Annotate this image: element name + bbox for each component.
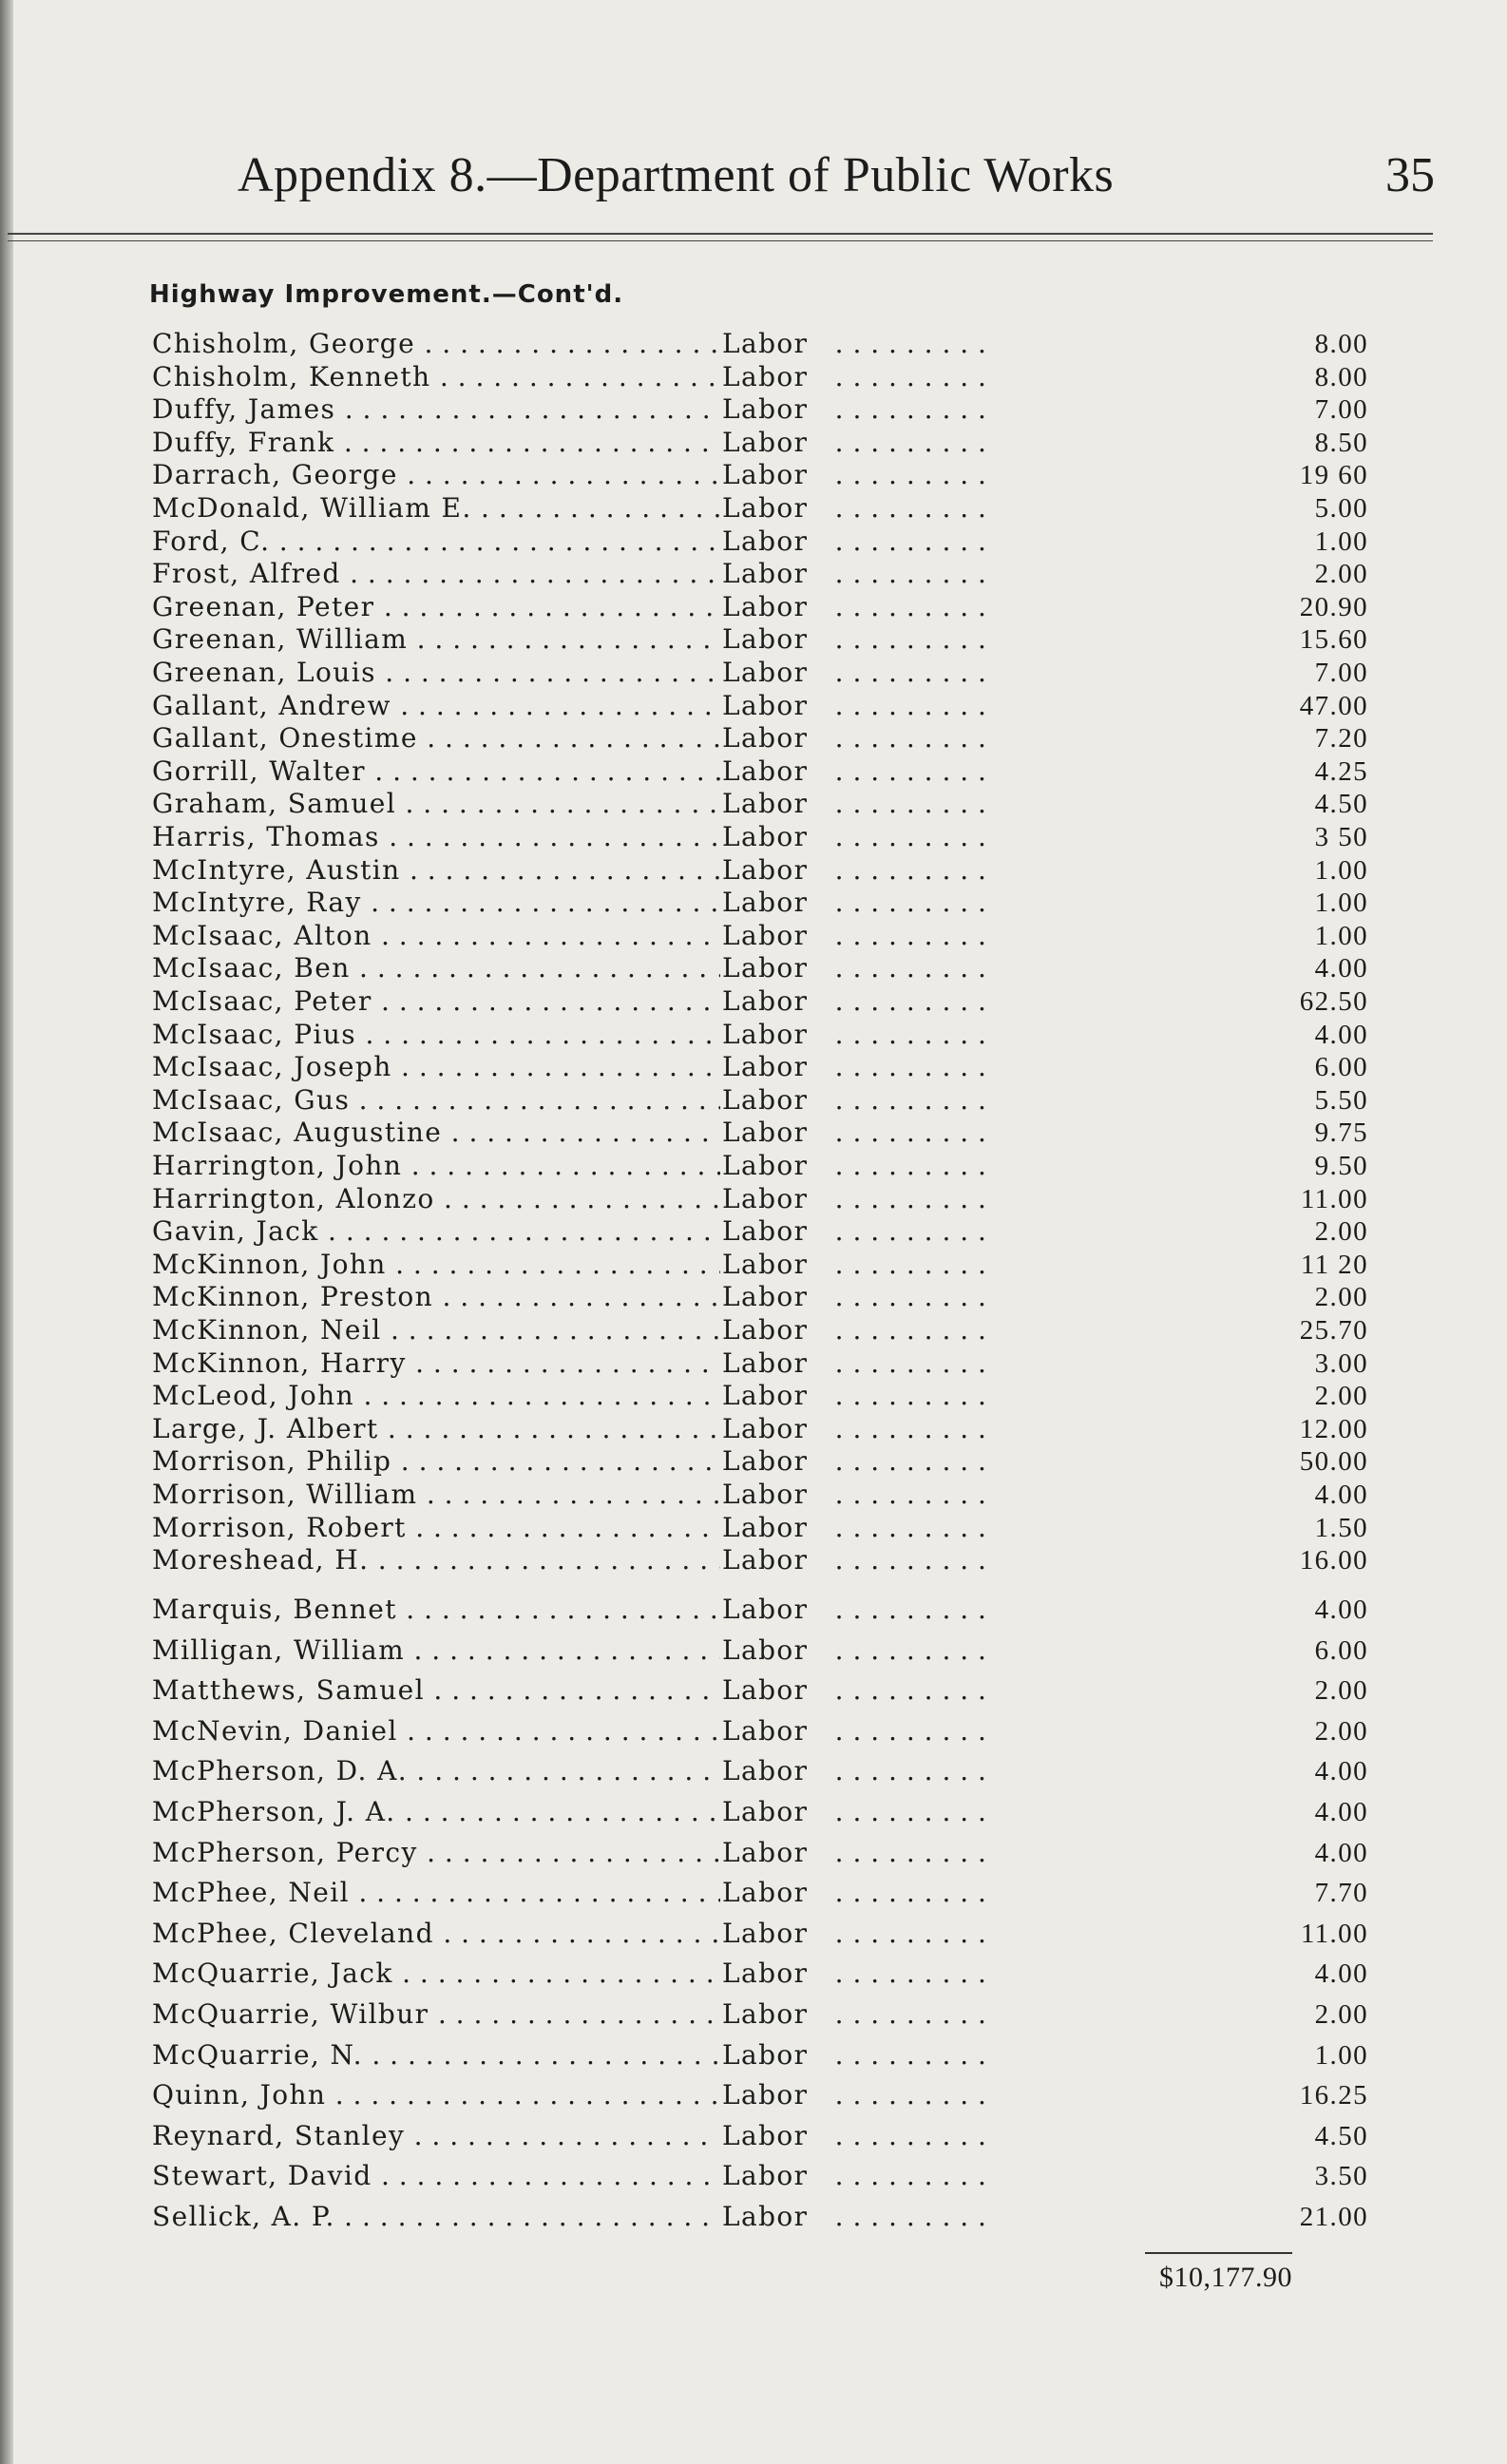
entry-name: McIsaac, Gus . . .	[152, 1084, 720, 1117]
entry-name: McIsaac, Ben . . .	[152, 952, 720, 984]
entry-name: Harris, Thomas . . .	[152, 821, 720, 853]
list-item	[152, 1674, 1368, 1707]
entry-amount: 6.00	[1314, 1634, 1368, 1666]
entry-type: Labor . . .	[722, 985, 988, 1018]
entry-type: Labor . . .	[722, 1084, 988, 1117]
entry-name: Morrison, Robert . . .	[152, 1512, 720, 1544]
list-item	[152, 1755, 1368, 1787]
entry-amount: 1.00	[1314, 525, 1368, 557]
entry-amount: 6.00	[1314, 1052, 1368, 1083]
entry-type: Labor . . .	[722, 1918, 988, 1950]
entry-type: Labor . . .	[722, 690, 988, 722]
entry-name: McIsaac, Peter . . .	[152, 985, 720, 1018]
entry-amount: 9.75	[1314, 1117, 1368, 1149]
list-item	[152, 2119, 1368, 2152]
list-item	[152, 1281, 1368, 1313]
entry-name: Harrington, John . . .	[152, 1150, 720, 1182]
entry-type: Labor . . .	[722, 1347, 988, 1380]
entry-type: Labor . . .	[722, 427, 988, 459]
list-item	[152, 1594, 1368, 1626]
list-item	[152, 393, 1368, 426]
list-item	[152, 1215, 1368, 1248]
entry-amount: 9.50	[1314, 1151, 1368, 1181]
entry-type: Labor . . .	[722, 393, 988, 426]
entry-type: Labor . . .	[722, 920, 988, 952]
entry-type: Labor . . .	[722, 1249, 988, 1281]
entry-amount: 5.00	[1314, 493, 1368, 524]
list-item	[152, 623, 1368, 656]
entry-amount: 2.00	[1314, 1216, 1368, 1248]
entry-name: Stewart, David . . .	[152, 2160, 720, 2192]
entry-amount: 2.00	[1314, 559, 1368, 590]
list-item	[152, 952, 1368, 984]
entry-amount: 25.70	[1299, 1315, 1368, 1346]
entry-name: McQuarrie, Wilbur . . .	[152, 1998, 720, 2031]
list-item	[152, 1877, 1368, 1909]
entry-type: Labor . . .	[722, 1837, 988, 1869]
list-item	[152, 1051, 1368, 1083]
entry-type: Labor . . .	[722, 2120, 988, 2152]
entry-name: McQuarrie, Jack . . .	[152, 1958, 720, 1990]
list-item	[152, 492, 1368, 525]
entry-name: Greenan, Peter . . .	[152, 591, 720, 623]
entry-amount: 47.00	[1299, 690, 1368, 721]
entry-name: Morrison, Philip . . .	[152, 1445, 720, 1478]
entry-amount: 16.25	[1299, 2080, 1368, 2111]
entry-type: Labor . . .	[722, 1674, 988, 1707]
list-item	[152, 1380, 1368, 1412]
entry-name: McKinnon, Neil . . .	[152, 1314, 720, 1347]
entry-type: Labor . . .	[722, 1998, 988, 2031]
entry-name: Greenan, William . . .	[152, 623, 720, 656]
entry-type: Labor . . .	[722, 623, 988, 656]
entry-type: Labor . . .	[722, 591, 988, 623]
entry-amount: 2.00	[1314, 1999, 1368, 2030]
list-item	[152, 722, 1368, 754]
entry-name: Gavin, Jack . . .	[152, 1215, 720, 1248]
entry-name: McQuarrie, N. . . .	[152, 2039, 720, 2072]
entry-type: Labor . . .	[722, 1051, 988, 1083]
list-item	[152, 1150, 1368, 1182]
list-item	[152, 919, 1368, 952]
entry-name: Chisholm, Kenneth . . .	[152, 361, 720, 393]
entry-type: Labor . . .	[722, 1877, 988, 1909]
entry-name: Darrach, George . . .	[152, 459, 720, 491]
entry-type: Labor . . .	[722, 2201, 988, 2233]
entry-type: Labor . . .	[722, 755, 988, 788]
list-item	[152, 1511, 1368, 1544]
entry-amount: 1.50	[1314, 1512, 1368, 1543]
list-item	[152, 558, 1368, 590]
list-item	[152, 1347, 1368, 1380]
entry-type: Labor . . .	[722, 657, 988, 689]
entry-name: Graham, Samuel . . .	[152, 788, 720, 820]
entry-name: Gallant, Onestime . . .	[152, 722, 720, 754]
entry-type: Labor . . .	[722, 1380, 988, 1412]
entry-amount: 11 20	[1300, 1249, 1368, 1280]
entry-type: Labor . . .	[722, 1314, 988, 1347]
page-title: Appendix 8.—Department of Public Works	[238, 148, 1115, 202]
entry-type: Labor . . .	[722, 361, 988, 393]
entry-type: Labor . . .	[722, 1413, 988, 1445]
section-heading: Highway Improvement.—Cont'd.	[149, 280, 624, 309]
entry-type: Labor . . .	[722, 1634, 988, 1667]
entry-amount: 20.90	[1299, 591, 1368, 622]
entry-name: Harrington, Alonzo . . .	[152, 1183, 720, 1215]
entry-amount: 1.00	[1314, 888, 1368, 919]
entry-name: Sellick, A. P. . . .	[152, 2201, 720, 2233]
entry-type: Labor . . .	[722, 492, 988, 525]
entry-amount: 2.00	[1314, 1715, 1368, 1747]
entry-amount: 1.00	[1314, 2039, 1368, 2071]
entry-name: McIsaac, Alton . . .	[152, 920, 720, 952]
entry-type: Labor . . .	[722, 1544, 988, 1576]
list-item	[152, 887, 1368, 919]
list-item	[152, 328, 1368, 360]
list-item	[152, 1796, 1368, 1828]
entry-name: Large, J. Albert . . .	[152, 1413, 720, 1445]
entry-type: Labor . . .	[722, 1215, 988, 1248]
entry-type: Labor . . .	[722, 1150, 988, 1182]
list-item	[152, 1714, 1368, 1748]
list-item	[152, 1182, 1368, 1215]
entry-name: Duffy, James . . .	[152, 393, 720, 426]
entry-type: Labor . . .	[722, 2079, 988, 2111]
list-item	[152, 1998, 1368, 2031]
entry-type: Labor . . .	[722, 1019, 988, 1051]
list-item	[152, 1917, 1368, 1950]
entry-amount: 3.00	[1314, 1347, 1368, 1379]
entry-name: McNevin, Daniel . . .	[152, 1715, 720, 1748]
entry-amount: 21.00	[1299, 2202, 1368, 2232]
entry-name: McDonald, William E. . . .	[152, 492, 720, 525]
list-item	[152, 426, 1368, 459]
entry-amount: 62.50	[1299, 986, 1368, 1017]
entry-type: Labor . . .	[722, 1796, 988, 1828]
list-item	[152, 853, 1368, 887]
entry-name: Morrison, William . . .	[152, 1479, 720, 1511]
entry-amount: 4.50	[1314, 789, 1368, 820]
entry-amount: 19 60	[1299, 460, 1368, 491]
entry-type: Labor . . .	[722, 1281, 988, 1313]
entry-amount: 8.00	[1314, 361, 1368, 392]
list-item	[152, 2201, 1368, 2233]
entry-type: Labor . . .	[722, 887, 988, 919]
list-item	[152, 1445, 1368, 1478]
entry-amount: 7.70	[1314, 1878, 1368, 1909]
entry-name: Marquis, Bennet . . .	[152, 1594, 720, 1626]
list-item	[152, 1018, 1368, 1051]
list-item	[152, 657, 1368, 689]
entry-type: Labor . . .	[722, 525, 988, 558]
list-item	[152, 1412, 1368, 1445]
entry-type: Labor . . .	[722, 722, 988, 754]
entry-name: McPhee, Cleveland . . .	[152, 1918, 720, 1950]
list-item	[152, 821, 1368, 853]
entry-amount: 3.50	[1314, 2161, 1368, 2192]
entry-amount: 11.00	[1300, 1183, 1368, 1214]
total-rule	[1145, 2252, 1292, 2254]
entry-name: Duffy, Frank . . .	[152, 427, 720, 459]
entry-name: Gallant, Andrew . . .	[152, 690, 720, 722]
entry-name: McKinnon, Preston . . .	[152, 1281, 720, 1313]
list-item	[152, 1633, 1368, 1667]
entry-amount: 7.20	[1314, 723, 1368, 754]
entry-amount: 3 50	[1314, 822, 1368, 852]
list-item	[152, 788, 1368, 820]
entry-amount: 8.00	[1314, 329, 1368, 359]
entry-amount: 8.50	[1314, 427, 1368, 458]
entry-name: Moreshead, H. . . .	[152, 1544, 720, 1576]
list-item	[152, 1117, 1368, 1149]
list-item	[152, 590, 1368, 623]
entry-name: McPhee, Neil . . .	[152, 1877, 720, 1909]
list-item	[152, 754, 1368, 788]
entry-type: Labor . . .	[722, 1512, 988, 1544]
entry-name: McPherson, J. A. . . .	[152, 1796, 720, 1828]
entry-name: Milligan, William . . .	[152, 1634, 720, 1667]
page-number: 35	[1385, 148, 1435, 202]
entry-name: Chisholm, George . . .	[152, 328, 720, 360]
entry-name: McIsaac, Augustine . . .	[152, 1117, 720, 1149]
list-item	[152, 1958, 1368, 1990]
entry-type: Labor . . .	[722, 788, 988, 820]
entry-name: McKinnon, John . . .	[152, 1249, 720, 1281]
entry-type: Labor . . .	[722, 1479, 988, 1511]
list-item	[152, 459, 1368, 491]
entry-amount: 12.00	[1299, 1413, 1368, 1444]
entry-amount: 2.00	[1314, 1381, 1368, 1412]
entry-name: McIsaac, Joseph . . .	[152, 1051, 720, 1083]
entry-name: Greenan, Louis . . .	[152, 657, 720, 689]
entry-amount: 7.00	[1314, 658, 1368, 688]
entry-type: Labor . . .	[722, 854, 988, 887]
list-item	[152, 2038, 1368, 2072]
entry-type: Labor . . .	[722, 1715, 988, 1748]
entry-amount: 4.00	[1314, 1480, 1368, 1510]
entry-amount: 4.00	[1314, 1958, 1368, 1990]
entry-amount: 1.00	[1314, 854, 1368, 886]
list-item	[152, 525, 1368, 558]
entry-type: Labor . . .	[722, 1117, 988, 1149]
entry-amount: 50.00	[1299, 1446, 1368, 1478]
entry-type: Labor . . .	[722, 821, 988, 853]
entry-type: Labor . . .	[722, 1183, 988, 1215]
entry-amount: 2.00	[1314, 1675, 1368, 1707]
entry-amount: 4.25	[1314, 755, 1368, 787]
entry-amount: 16.00	[1299, 1545, 1368, 1576]
entry-name: Frost, Alfred . . .	[152, 558, 720, 590]
entry-amount: 7.00	[1314, 394, 1368, 426]
entry-name: Ford, C. . . .	[152, 525, 720, 558]
list-item	[152, 1479, 1368, 1511]
entry-type: Labor . . .	[722, 2039, 988, 2072]
entry-name: Reynard, Stanley . . .	[152, 2120, 720, 2152]
entry-amount: 4.00	[1314, 953, 1368, 984]
entry-name: McIntyre, Austin . . .	[152, 854, 720, 887]
entry-name: McKinnon, Harry . . .	[152, 1347, 720, 1380]
entry-amount: 4.00	[1314, 1797, 1368, 1827]
list-item	[152, 2079, 1368, 2111]
entry-type: Labor . . .	[722, 1594, 988, 1626]
list-item	[152, 2160, 1368, 2192]
list-item	[152, 1836, 1368, 1869]
entry-amount: 15.60	[1299, 624, 1368, 656]
entry-name: McPherson, Percy . . .	[152, 1837, 720, 1869]
total-amount: $10,177.90	[1159, 2262, 1292, 2293]
entry-amount: 4.00	[1314, 1837, 1368, 1868]
entry-amount: 4.50	[1314, 2120, 1368, 2151]
entry-type: Labor . . .	[722, 1755, 988, 1787]
entry-amount: 1.00	[1314, 920, 1368, 951]
entry-type: Labor . . .	[722, 1958, 988, 1990]
entry-name: McPherson, D. A. . . .	[152, 1755, 720, 1787]
entry-amount: 4.00	[1314, 1756, 1368, 1787]
list-item	[152, 1544, 1368, 1576]
entry-name: Quinn, John . . .	[152, 2079, 720, 2111]
entry-name: McLeod, John . . .	[152, 1380, 720, 1412]
entry-type: Labor . . .	[722, 1445, 988, 1478]
entry-name: McIsaac, Pius . . .	[152, 1019, 720, 1051]
list-item	[152, 1248, 1368, 1281]
list-item	[152, 360, 1368, 393]
list-item	[152, 1314, 1368, 1347]
entry-amount: 2.00	[1314, 1282, 1368, 1313]
entry-type: Labor . . .	[722, 459, 988, 491]
entry-amount: 5.50	[1314, 1084, 1368, 1116]
entry-name: McIntyre, Ray . . .	[152, 887, 720, 919]
entry-name: Matthews, Samuel . . .	[152, 1674, 720, 1707]
entry-amount: 4.00	[1314, 1019, 1368, 1050]
entry-type: Labor . . .	[722, 328, 988, 360]
entry-amount: 4.00	[1314, 1595, 1368, 1625]
entry-type: Labor . . .	[722, 2160, 988, 2192]
entry-type: Labor . . .	[722, 558, 988, 590]
entry-amount: 11.00	[1300, 1918, 1368, 1949]
entry-name: Gorrill, Walter . . .	[152, 755, 720, 788]
list-item	[152, 985, 1368, 1018]
list-item	[152, 689, 1368, 722]
entry-type: Labor . . .	[722, 952, 988, 984]
list-item	[152, 1083, 1368, 1117]
